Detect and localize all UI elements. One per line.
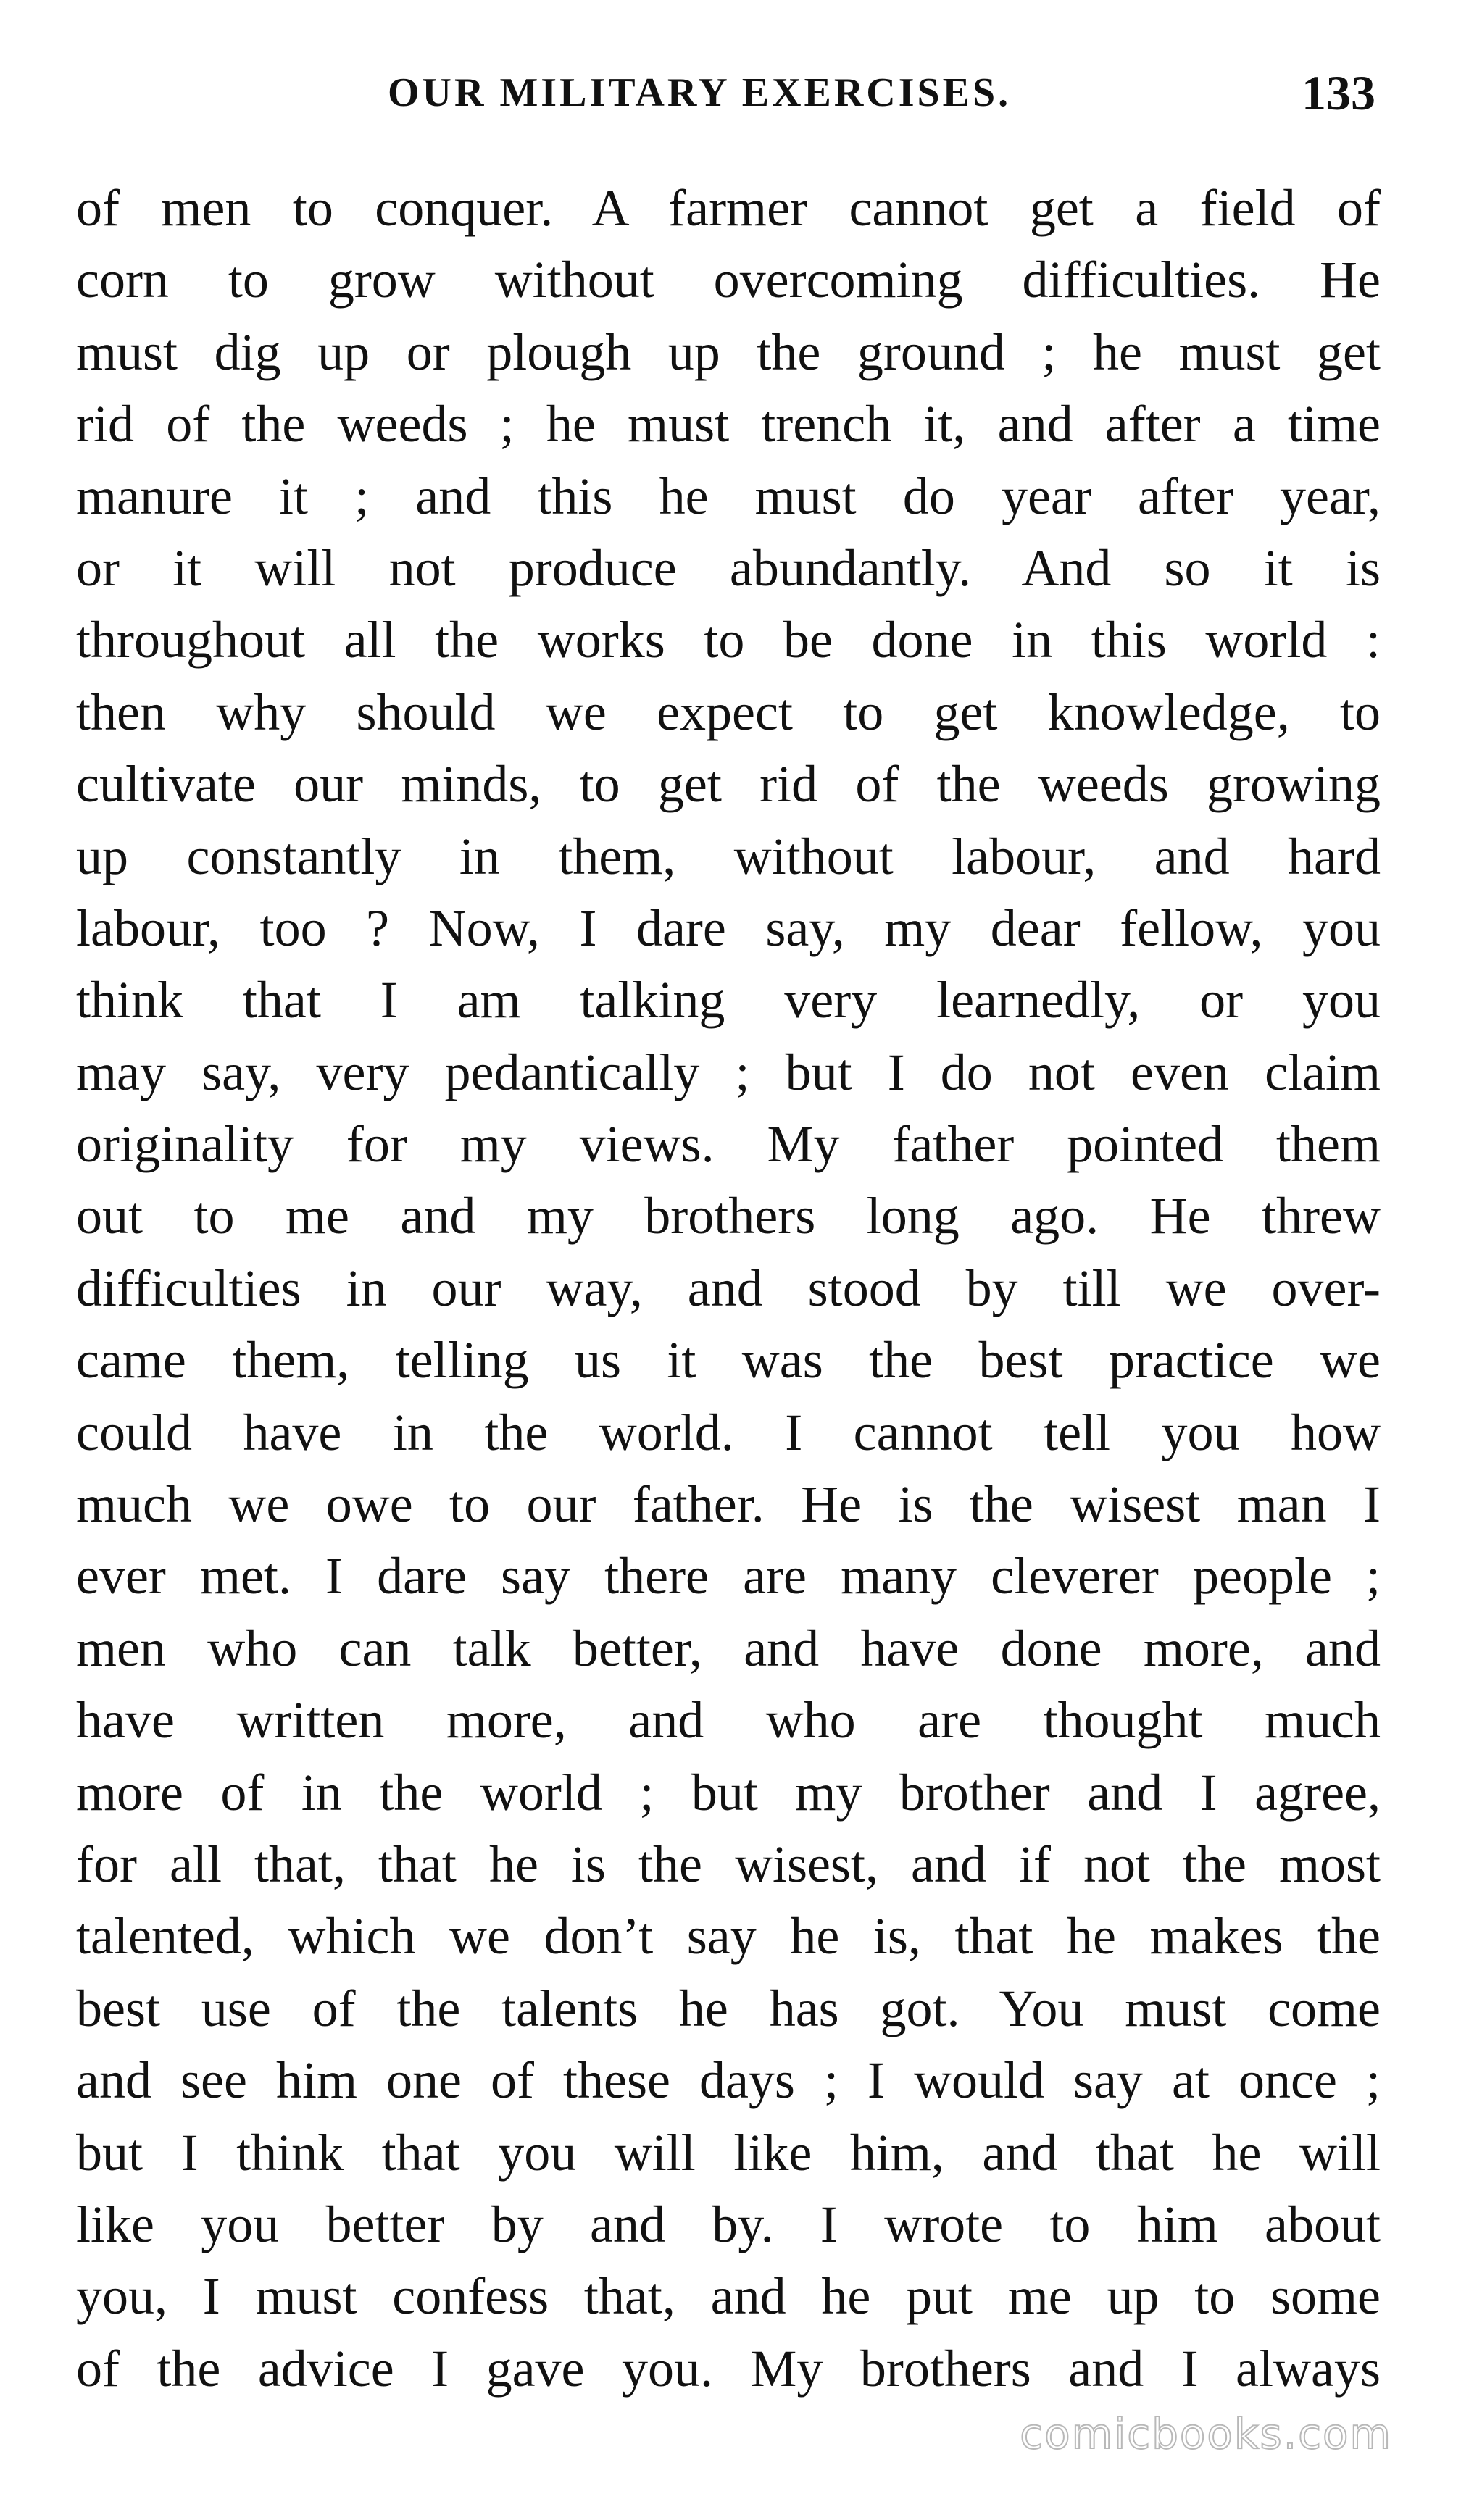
text-line: of the advice I gave you. My brothers and I always <box>76 2339 1381 2398</box>
text-line: then why should we expect to get knowledge, to <box>76 683 1381 741</box>
text-line: could have in the world. I cannot tell you how <box>76 1403 1381 1461</box>
text-line: but I think that you will like him, and that he will <box>76 2123 1381 2182</box>
text-line: have written more, and who are thought much <box>76 1691 1381 1750</box>
text-line: originality for my views. My father pointed them <box>76 1115 1381 1174</box>
text-line: men who can talk better, and have done more, and <box>76 1619 1381 1677</box>
text-line: corn to grow without overcoming difficulties. He <box>76 251 1381 309</box>
text-line: best use of the talents he has got. You must come <box>76 1979 1381 2037</box>
text-line: came them, telling us it was the best practice we <box>76 1331 1381 1390</box>
body-text <box>76 172 1381 2405</box>
running-head <box>0 57 1461 129</box>
text-line: or it will not produce abundantly. And so it is <box>76 538 1381 597</box>
text-line: out to me and my brothers long ago. He threw <box>76 1187 1381 1246</box>
text-line: cultivate our minds, to get rid of the weeds growing <box>76 755 1381 814</box>
text-line: ever met. I dare say there are many cleverer people ; <box>76 1547 1381 1606</box>
text-line: much we owe to our father. He is the wisest man I <box>76 1475 1381 1534</box>
text-line: for all that, that he is the wisest, and if not the most <box>76 1835 1381 1893</box>
text-line: may say, very pedantically ; but I do not even claim <box>76 1043 1381 1101</box>
text-line: more of in the world ; but my brother and I agree, <box>76 1763 1381 1822</box>
text-line: throughout all the works to be done in this world : <box>76 611 1381 669</box>
text-line: and see him one of these days ; I would say at once ; <box>76 2051 1381 2110</box>
text-line: labour, too ? Now, I dare say, my dear fellow, you <box>76 898 1381 957</box>
text-line: think that I am talking very learnedly, or you <box>76 971 1381 1030</box>
page-number: 133 <box>1302 65 1375 120</box>
text-line: manure it ; and this he must do year after year, <box>76 467 1381 525</box>
text-line: like you better by and by. I wrote to him about <box>76 2195 1381 2253</box>
text-line: up constantly in them, without labour, and hard <box>76 827 1381 885</box>
watermark: comicbooks.com <box>1020 2409 1392 2458</box>
text-line: you, I must confess that, and he put me up to some <box>76 2267 1381 2326</box>
text-line: difficulties in our way, and stood by till we over- <box>76 1259 1381 1317</box>
text-line: of men to conquer. A farmer cannot get a field of <box>76 179 1381 237</box>
text-line: rid of the weeds ; he must trench it, and after a time <box>76 395 1381 454</box>
text-line: must dig up or plough up the ground ; he must get <box>76 322 1381 381</box>
text-line: talented, which we don’t say he is, that he makes the <box>76 1907 1381 1966</box>
running-title: OUR MILITARY EXERCISES. <box>388 70 1012 115</box>
